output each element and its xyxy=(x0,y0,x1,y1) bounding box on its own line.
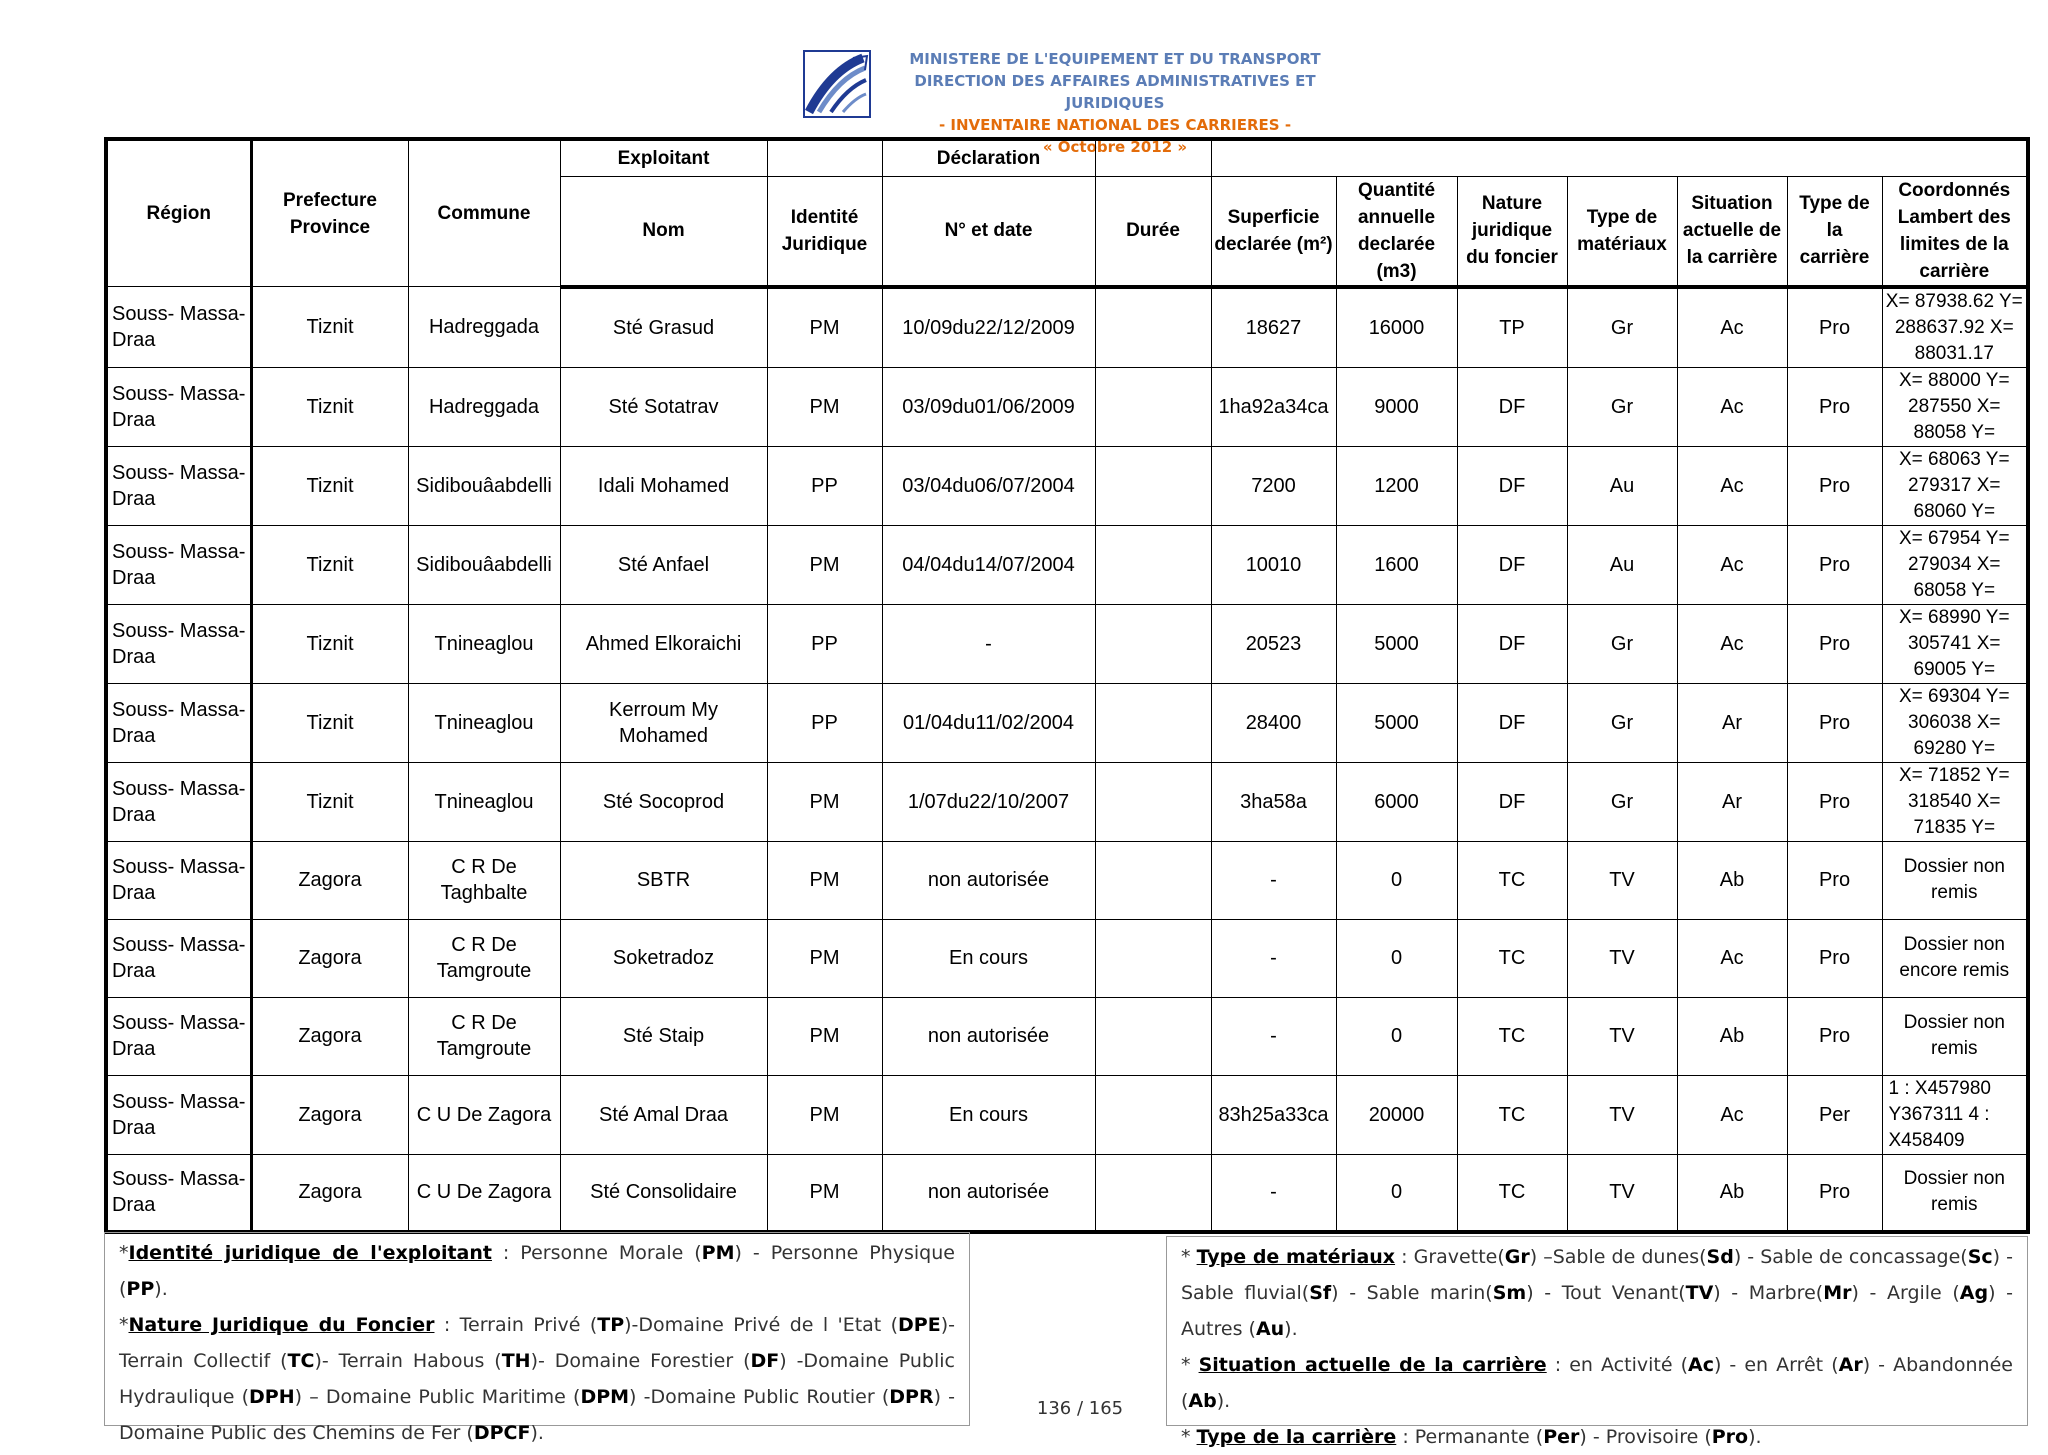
legend-title-type-carriere: Type de la carrière xyxy=(1196,1426,1397,1448)
cell-identite: PP xyxy=(767,683,882,762)
cell-type: Pro xyxy=(1787,762,1882,841)
table-row xyxy=(106,683,2028,762)
cell-nom: Soketradoz xyxy=(560,919,767,997)
cell-situation: Ac xyxy=(1677,446,1787,525)
cell-situation: Ar xyxy=(1677,683,1787,762)
legend-text: ) - en Arrêt ( xyxy=(1713,1354,1839,1376)
cell-type: Pro xyxy=(1787,919,1882,997)
cell-identite: PP xyxy=(767,604,882,683)
cell-nature: TP xyxy=(1457,287,1567,368)
header-ministry: MINISTERE DE L'EQUIPEMENT ET DU TRANSPORT xyxy=(909,50,1321,68)
legend-text: )-Domaine Privé de l 'Etat ( xyxy=(624,1314,899,1336)
cell-quantite: 1600 xyxy=(1336,525,1457,604)
legend-title-materiaux: Type de matériaux xyxy=(1196,1246,1396,1268)
cell-coords: X= 71852 Y= 318540 X= 71835 Y= xyxy=(1882,762,2028,841)
table-row xyxy=(106,1075,2028,1154)
cell-commune: Sidibouâabdelli xyxy=(408,525,560,604)
cell-superficie: - xyxy=(1211,919,1336,997)
legend-text: ) – Domaine Public Maritime ( xyxy=(294,1386,581,1408)
cell-prefecture: Tiznit xyxy=(251,287,408,368)
cell-region: Souss- Massa-Draa xyxy=(106,287,251,368)
cell-quantite: 5000 xyxy=(1336,683,1457,762)
legend-abbr: TP xyxy=(597,1314,625,1336)
cell-numero-date: 03/04du06/07/2004 xyxy=(882,446,1095,525)
cell-prefecture: Tiznit xyxy=(251,525,408,604)
legend-star: * xyxy=(119,1314,129,1336)
header-numero-date: N° et date xyxy=(882,176,1095,287)
cell-region: Souss- Massa-Draa xyxy=(106,604,251,683)
cell-prefecture: Tiznit xyxy=(251,683,408,762)
cell-identite: PM xyxy=(767,841,882,919)
cell-identite: PM xyxy=(767,367,882,446)
legend-text: ) - Autres ( xyxy=(1181,1282,2013,1340)
legend-text: ) - Domaine Public des Chemins de Fer ( xyxy=(119,1386,956,1444)
cell-numero-date: 10/09du22/12/2009 xyxy=(882,287,1095,368)
cell-commune: Tnineaglou xyxy=(408,762,560,841)
cell-type: Pro xyxy=(1787,287,1882,368)
legend-abbr: Gr xyxy=(1504,1246,1530,1268)
table-row xyxy=(106,525,2028,604)
table-row xyxy=(106,1154,2028,1232)
legend-text: ) - Provisoire ( xyxy=(1579,1426,1712,1448)
cell-situation: Ar xyxy=(1677,762,1787,841)
cell-region: Souss- Massa-Draa xyxy=(106,762,251,841)
cell-identite: PM xyxy=(767,919,882,997)
cell-quantite: 0 xyxy=(1336,997,1457,1075)
cell-quantite: 0 xyxy=(1336,1154,1457,1232)
cell-superficie: 20523 xyxy=(1211,604,1336,683)
cell-duree xyxy=(1095,841,1211,919)
cell-identite: PP xyxy=(767,446,882,525)
cell-materiaux: Au xyxy=(1567,525,1677,604)
legend-text: : Terrain Privé ( xyxy=(434,1314,598,1336)
cell-nom: Sté Anfael xyxy=(560,525,767,604)
table-row xyxy=(106,841,2028,919)
legend-text: ). xyxy=(154,1278,168,1300)
cell-nature: TC xyxy=(1457,841,1567,919)
cell-superficie: - xyxy=(1211,1154,1336,1232)
header-prefecture: Prefecture Province xyxy=(251,139,408,287)
cell-region: Souss- Massa-Draa xyxy=(106,683,251,762)
legend-star: * xyxy=(1181,1354,1199,1376)
cell-quantite: 1200 xyxy=(1336,446,1457,525)
table-row xyxy=(106,604,2028,683)
cell-commune: C R De Tamgroute xyxy=(408,997,560,1075)
cell-nature: DF xyxy=(1457,367,1567,446)
cell-prefecture: Zagora xyxy=(251,1075,408,1154)
legend-text: ) - Sable fluvial( xyxy=(1181,1246,2014,1304)
header-inventory: - INVENTAIRE NATIONAL DES CARRIERES - xyxy=(938,116,1292,134)
ministry-logo xyxy=(803,50,871,118)
cell-quantite: 16000 xyxy=(1336,287,1457,368)
cell-nature: DF xyxy=(1457,604,1567,683)
table-body xyxy=(106,287,2028,1233)
cell-superficie: 10010 xyxy=(1211,525,1336,604)
header-region: Région xyxy=(106,139,251,287)
cell-type: Pro xyxy=(1787,446,1882,525)
legend-star: * xyxy=(1181,1426,1197,1448)
cell-duree xyxy=(1095,919,1211,997)
header-nature: Nature juridique du foncier xyxy=(1457,176,1567,287)
cell-type: Pro xyxy=(1787,604,1882,683)
legend-text: ) - Argile ( xyxy=(1851,1282,1960,1304)
cell-commune: Tnineaglou xyxy=(408,604,560,683)
cell-materiaux: Gr xyxy=(1567,287,1677,368)
cell-quantite: 9000 xyxy=(1336,367,1457,446)
legend-abbr: Mr xyxy=(1823,1282,1852,1304)
table-row xyxy=(106,762,2028,841)
cell-materiaux: TV xyxy=(1567,1075,1677,1154)
cell-numero-date: 03/09du01/06/2009 xyxy=(882,367,1095,446)
cell-prefecture: Zagora xyxy=(251,997,408,1075)
cell-duree xyxy=(1095,762,1211,841)
cell-superficie: 18627 xyxy=(1211,287,1336,368)
legend-abbr: Au xyxy=(1255,1318,1285,1340)
cell-superficie: 1ha92a34ca xyxy=(1211,367,1336,446)
cell-nature: DF xyxy=(1457,525,1567,604)
cell-coords: Dossier non remis xyxy=(1882,997,2028,1075)
cell-prefecture: Zagora xyxy=(251,919,408,997)
cell-type: Per xyxy=(1787,1075,1882,1154)
cell-region: Souss- Massa-Draa xyxy=(106,525,251,604)
cell-nature: DF xyxy=(1457,762,1567,841)
legend-text: ) -Domaine Public Hydraulique ( xyxy=(119,1350,955,1408)
header-type-materiaux: Type de matériaux xyxy=(1567,176,1677,287)
cell-duree xyxy=(1095,1154,1211,1232)
cell-identite: PM xyxy=(767,287,882,368)
cell-duree xyxy=(1095,997,1211,1075)
cell-duree xyxy=(1095,604,1211,683)
legend-text: ) -Domaine Public Routier ( xyxy=(629,1386,890,1408)
legend-title-situation: Situation actuelle de la carrière xyxy=(1198,1354,1547,1376)
cell-situation: Ac xyxy=(1677,287,1787,368)
legend-abbr: TV xyxy=(1685,1282,1714,1304)
cell-coords: Dossier non encore remis xyxy=(1882,919,2028,997)
cell-nom: Idali Mohamed xyxy=(560,446,767,525)
cell-duree xyxy=(1095,287,1211,368)
legend-abbr: DPH xyxy=(249,1386,295,1408)
header-commune: Commune xyxy=(408,139,560,287)
legend-star: * xyxy=(1181,1246,1197,1268)
cell-region: Souss- Massa-Draa xyxy=(106,919,251,997)
cell-superficie: 7200 xyxy=(1211,446,1336,525)
header-group-empty xyxy=(767,139,882,176)
legend-text: ). xyxy=(530,1422,544,1444)
cell-identite: PM xyxy=(767,525,882,604)
cell-situation: Ab xyxy=(1677,997,1787,1075)
legend-text: ) - Sable de concassage( xyxy=(1733,1246,1968,1268)
cell-nom: Sté Consolidaire xyxy=(560,1154,767,1232)
header-group-empty xyxy=(1211,139,2028,176)
legend-title-nature: Nature Juridique du Foncier xyxy=(128,1314,435,1336)
cell-duree xyxy=(1095,446,1211,525)
cell-materiaux: Gr xyxy=(1567,762,1677,841)
header-group-empty xyxy=(1095,139,1211,176)
cell-coords: X= 68990 Y= 305741 X= 69005 Y= xyxy=(1882,604,2028,683)
cell-situation: Ab xyxy=(1677,1154,1787,1232)
legend-left xyxy=(104,1232,970,1444)
legend-abbr: DPM xyxy=(580,1386,630,1408)
legend-abbr: DF xyxy=(750,1350,780,1372)
cell-prefecture: Tiznit xyxy=(251,367,408,446)
cell-commune: C R De Taghbalte xyxy=(408,841,560,919)
header-direction: DIRECTION DES AFFAIRES ADMINISTRATIVES ET JURIDIQUES xyxy=(914,72,1316,112)
legend-abbr: DPE xyxy=(898,1314,941,1336)
cell-type: Pro xyxy=(1787,997,1882,1075)
cell-nature: TC xyxy=(1457,919,1567,997)
cell-coords: X= 87938.62 Y= 288637.92 X= 88031.17 xyxy=(1882,287,2028,368)
cell-duree xyxy=(1095,525,1211,604)
cell-numero-date: non autorisée xyxy=(882,997,1095,1075)
header-superficie: Superficie declarée (m²) xyxy=(1211,176,1336,287)
cell-materiaux: Au xyxy=(1567,446,1677,525)
legend-abbr: PP xyxy=(126,1278,155,1300)
cell-prefecture: Zagora xyxy=(251,1154,408,1232)
cell-coords: X= 69304 Y= 306038 X= 69280 Y= xyxy=(1882,683,2028,762)
document-header xyxy=(795,48,1355,156)
cell-situation: Ac xyxy=(1677,919,1787,997)
legend-abbr: TH xyxy=(501,1350,531,1372)
header-group-declaration: Déclaration xyxy=(882,139,1095,176)
table-row xyxy=(106,997,2028,1075)
cell-nom: SBTR xyxy=(560,841,767,919)
cell-quantite: 5000 xyxy=(1336,604,1457,683)
cell-materiaux: TV xyxy=(1567,1154,1677,1232)
cell-commune: Hadreggada xyxy=(408,287,560,368)
legend-text: ). xyxy=(1748,1426,1762,1448)
cell-region: Souss- Massa-Draa xyxy=(106,997,251,1075)
legend-abbr: Ab xyxy=(1188,1390,1217,1412)
cell-numero-date: - xyxy=(882,604,1095,683)
cell-type: Pro xyxy=(1787,841,1882,919)
cell-materiaux: Gr xyxy=(1567,683,1677,762)
cell-quantite: 0 xyxy=(1336,919,1457,997)
cell-commune: C U De Zagora xyxy=(408,1154,560,1232)
table-row xyxy=(106,446,2028,525)
cell-nature: DF xyxy=(1457,683,1567,762)
legend-text: )- Terrain Collectif ( xyxy=(119,1314,955,1372)
legend-right xyxy=(1166,1236,2028,1448)
cell-materiaux: Gr xyxy=(1567,604,1677,683)
cell-identite: PM xyxy=(767,762,882,841)
cell-region: Souss- Massa-Draa xyxy=(106,841,251,919)
legend-text: : Personne Morale ( xyxy=(491,1242,702,1264)
cell-situation: Ac xyxy=(1677,1075,1787,1154)
header-group-exploitant: Exploitant xyxy=(560,139,767,176)
cell-nature: TC xyxy=(1457,997,1567,1075)
cell-nom: Kerroum My Mohamed xyxy=(560,683,767,762)
cell-materiaux: TV xyxy=(1567,841,1677,919)
cell-numero-date: 04/04du14/07/2004 xyxy=(882,525,1095,604)
legend-abbr: Ac xyxy=(1687,1354,1714,1376)
legend-text: ) –Sable de dunes( xyxy=(1529,1246,1707,1268)
cell-coords: X= 68063 Y= 279317 X= 68060 Y= xyxy=(1882,446,2028,525)
cell-type: Pro xyxy=(1787,367,1882,446)
cell-materiaux: Gr xyxy=(1567,367,1677,446)
legend-abbr: Sf xyxy=(1309,1282,1332,1304)
cell-nom: Sté Socoprod xyxy=(560,762,767,841)
cell-nom: Sté Sotatrav xyxy=(560,367,767,446)
legend-text: ). xyxy=(1284,1318,1298,1340)
cell-commune: C U De Zagora xyxy=(408,1075,560,1154)
header-type-carriere: Type de la carrière xyxy=(1787,176,1882,287)
page-number: 136 / 165 xyxy=(1036,1398,1124,1419)
legend-star: * xyxy=(119,1242,129,1264)
legend-abbr: Sm xyxy=(1492,1282,1527,1304)
cell-numero-date: En cours xyxy=(882,919,1095,997)
cell-duree xyxy=(1095,367,1211,446)
header-date: « Octobre 2012 » xyxy=(1042,138,1188,156)
legend-text: )- Terrain Habous ( xyxy=(314,1350,502,1372)
cell-type: Pro xyxy=(1787,1154,1882,1232)
cell-coords: X= 67954 Y= 279034 X= 68058 Y= xyxy=(1882,525,2028,604)
header-nom: Nom xyxy=(560,176,767,287)
cell-prefecture: Zagora xyxy=(251,841,408,919)
cell-nom: Ahmed Elkoraichi xyxy=(560,604,767,683)
header-coordonnees: Coordonnés Lambert des limites de la carrière xyxy=(1882,176,2028,287)
cell-nom: Sté Amal Draa xyxy=(560,1075,767,1154)
cell-situation: Ac xyxy=(1677,604,1787,683)
cell-region: Souss- Massa-Draa xyxy=(106,1154,251,1232)
cell-region: Souss- Massa-Draa xyxy=(106,446,251,525)
cell-superficie: 28400 xyxy=(1211,683,1336,762)
cell-superficie: - xyxy=(1211,841,1336,919)
cell-numero-date: En cours xyxy=(882,1075,1095,1154)
cell-materiaux: TV xyxy=(1567,997,1677,1075)
header-identite: Identité Juridique xyxy=(767,176,882,287)
cell-superficie: - xyxy=(1211,997,1336,1075)
legend-text: ) - Personne Physique ( xyxy=(119,1242,955,1300)
legend-text: : Permanante ( xyxy=(1396,1426,1544,1448)
legend-abbr: Pro xyxy=(1711,1426,1749,1448)
cell-quantite: 6000 xyxy=(1336,762,1457,841)
cell-numero-date: non autorisée xyxy=(882,1154,1095,1232)
legend-text: ) - Tout Venant( xyxy=(1526,1282,1686,1304)
cell-superficie: 83h25a33ca xyxy=(1211,1075,1336,1154)
quarry-inventory-table xyxy=(104,137,2030,1234)
legend-abbr: Ar xyxy=(1838,1354,1863,1376)
legend-abbr: Per xyxy=(1543,1426,1580,1448)
cell-superficie: 3ha58a xyxy=(1211,762,1336,841)
table-row xyxy=(106,367,2028,446)
legend-abbr: DPCF xyxy=(473,1422,531,1444)
legend-abbr: Ag xyxy=(1959,1282,1989,1304)
cell-nom: Sté Grasud xyxy=(560,287,767,368)
legend-abbr: PM xyxy=(701,1242,735,1264)
legend-text: : Gravette( xyxy=(1395,1246,1505,1268)
legend-abbr: Sc xyxy=(1967,1246,1993,1268)
cell-identite: PM xyxy=(767,1075,882,1154)
legend-text: : en Activité ( xyxy=(1546,1354,1688,1376)
cell-situation: Ac xyxy=(1677,525,1787,604)
legend-text: ) - Abandonnée ( xyxy=(1181,1354,2013,1412)
cell-commune: Hadreggada xyxy=(408,367,560,446)
cell-nature: DF xyxy=(1457,446,1567,525)
legend-text: ). xyxy=(1216,1390,1231,1412)
legend-abbr: TC xyxy=(287,1350,315,1372)
table-row xyxy=(106,287,2028,368)
cell-situation: Ac xyxy=(1677,367,1787,446)
cell-prefecture: Tiznit xyxy=(251,762,408,841)
legend-title-identite: Identité juridique de l'exploitant xyxy=(128,1242,492,1264)
cell-coords: Dossier non remis xyxy=(1882,841,2028,919)
table-row xyxy=(106,919,2028,997)
cell-prefecture: Tiznit xyxy=(251,604,408,683)
cell-commune: Sidibouâabdelli xyxy=(408,446,560,525)
cell-quantite: 0 xyxy=(1336,841,1457,919)
legend-abbr: Sd xyxy=(1706,1246,1734,1268)
header-situation: Situation actuelle de la carrière xyxy=(1677,176,1787,287)
cell-materiaux: TV xyxy=(1567,919,1677,997)
cell-type: Pro xyxy=(1787,525,1882,604)
cell-prefecture: Tiznit xyxy=(251,446,408,525)
cell-duree xyxy=(1095,683,1211,762)
cell-type: Pro xyxy=(1787,683,1882,762)
cell-numero-date: 1/07du22/10/2007 xyxy=(882,762,1095,841)
legend-text: ) - Sable marin( xyxy=(1331,1282,1493,1304)
cell-numero-date: non autorisée xyxy=(882,841,1095,919)
cell-coords: 1 : X457980 Y367311 4 : X458409 xyxy=(1882,1075,2028,1154)
cell-nature: TC xyxy=(1457,1075,1567,1154)
cell-nom: Sté Staip xyxy=(560,997,767,1075)
cell-quantite: 20000 xyxy=(1336,1075,1457,1154)
cell-coords: Dossier non remis xyxy=(1882,1154,2028,1232)
legend-text: ) - Marbre( xyxy=(1713,1282,1824,1304)
cell-region: Souss- Massa-Draa xyxy=(106,1075,251,1154)
header-quantite: Quantité annuelle declarée (m3) xyxy=(1336,176,1457,287)
cell-identite: PM xyxy=(767,1154,882,1232)
legend-abbr: DPR xyxy=(889,1386,934,1408)
cell-duree xyxy=(1095,1075,1211,1154)
cell-region: Souss- Massa-Draa xyxy=(106,367,251,446)
cell-nature: TC xyxy=(1457,1154,1567,1232)
cell-commune: C R De Tamgroute xyxy=(408,919,560,997)
cell-situation: Ab xyxy=(1677,841,1787,919)
cell-numero-date: 01/04du11/02/2004 xyxy=(882,683,1095,762)
cell-identite: PM xyxy=(767,997,882,1075)
legend-text: )- Domaine Forestier ( xyxy=(530,1350,751,1372)
header-duree: Durée xyxy=(1095,176,1211,287)
cell-commune: Tnineaglou xyxy=(408,683,560,762)
cell-coords: X= 88000 Y= 287550 X= 88058 Y= xyxy=(1882,367,2028,446)
